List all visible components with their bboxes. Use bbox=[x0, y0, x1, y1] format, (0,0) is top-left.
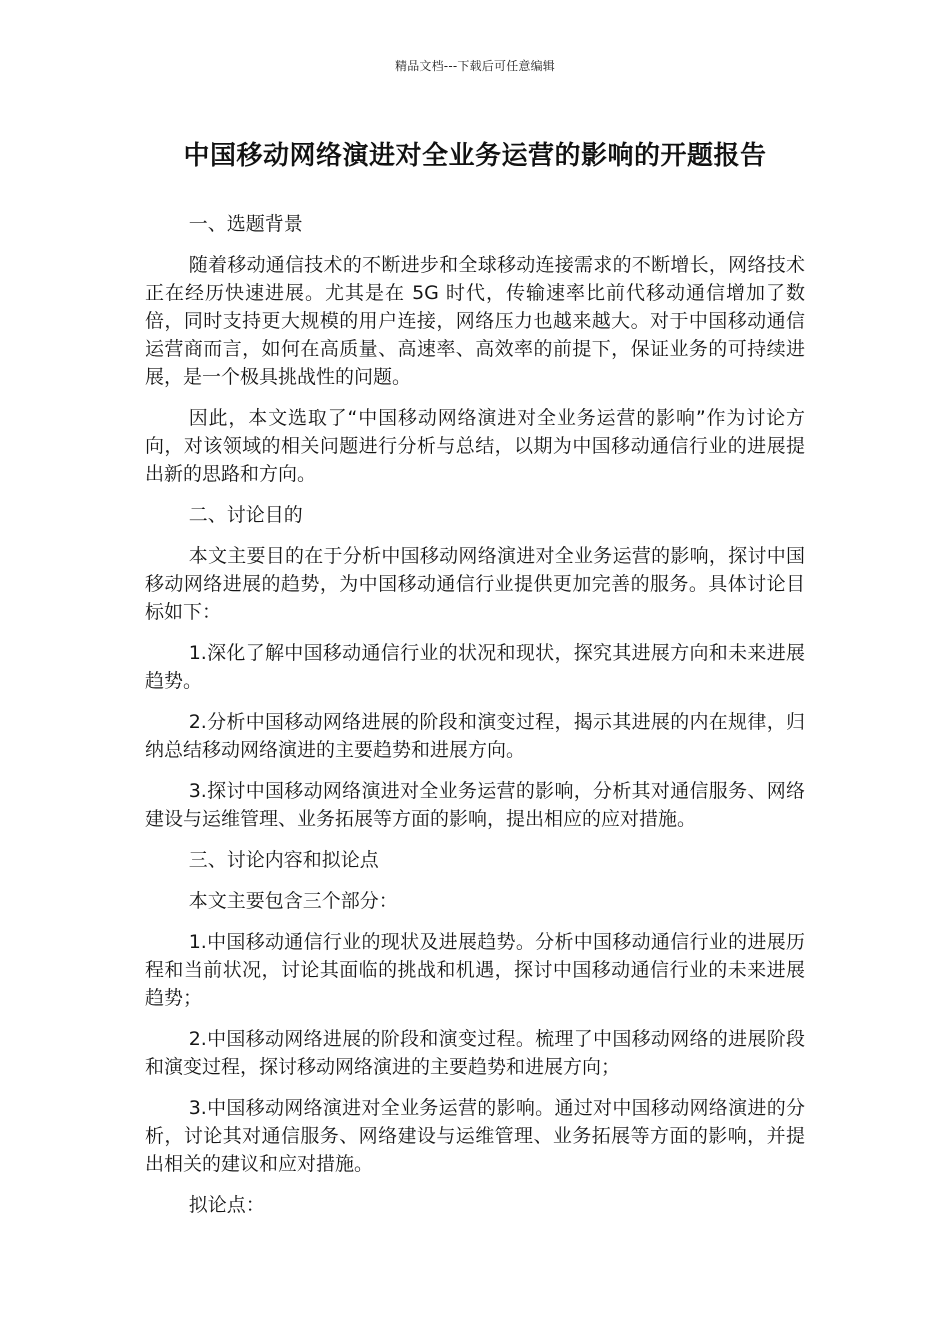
list-item-content-1: 1.中国移动通信行业的现状及进展趋势。分析中国移动通信行业的进展历程和当前状况，讨论其面临的挑战和机遇，探讨中国移动通信行业的未来进展趋势； bbox=[145, 931, 805, 1009]
list-item-purpose-3: 3.探讨中国移动网络演进对全业务运营的影响，分析其对通信服务、网络建设与运维管理、业务拓展等方面的影响，提出相应的应对措施。 bbox=[145, 780, 805, 830]
section-heading-content: 三、讨论内容和拟论点 bbox=[188, 849, 379, 871]
list-item-content-2: 2.中国移动网络进展的阶段和演变过程。梳理了中国移动网络的进展阶段和演变过程，探讨移动网络演进的主要趋势和进展方向； bbox=[145, 1028, 805, 1078]
list-item-content-3: 3.中国移动网络演进对全业务运营的影响。通过对中国移动网络演进的分析，讨论其对通信服务、网络建设与运维管理、业务拓展等方面的影响，并提出相关的建议和应对措施。 bbox=[145, 1097, 805, 1175]
section-heading-background: 一、选题背景 bbox=[188, 213, 303, 235]
arguments-label: 拟论点： bbox=[188, 1194, 265, 1216]
document-title: 中国移动网络演进对全业务运营的影响的开题报告 bbox=[183, 141, 767, 171]
document-body bbox=[145, 210, 805, 1232]
section-heading-purpose: 二、讨论目的 bbox=[188, 504, 303, 526]
paragraph-background-1: 随着移动通信技术的不断进步和全球移动连接需求的不断增长，网络技术正在经历快速进展。尤其是在 5G 时代，传输速率比前代移动通信增加了数倍，同时支持更大规模的用户连接，网络压力也越来越大。对于中国移动通信运营商而言，如何在高质量、高速率、高效率的前提下，保证业务的可持续进展，是一个极具挑战性的问题。 bbox=[145, 254, 805, 388]
paragraph-purpose-intro: 本文主要目的在于分析中国移动网络演进对全业务运营的影响，探讨中国移动网络进展的趋势，为中国移动通信行业提供更加完善的服务。具体讨论目标如下： bbox=[145, 545, 805, 623]
list-item-purpose-2: 2.分析中国移动网络进展的阶段和演变过程，揭示其进展的内在规律，归纳总结移动网络演进的主要趋势和进展方向。 bbox=[145, 711, 805, 761]
header-note: 精品文档---下载后可任意编辑 bbox=[395, 59, 555, 73]
paragraph-background-2: 因此，本文选取了“中国移动网络演进对全业务运营的影响”作为讨论方向，对该领域的相关问题进行分析与总结，以期为中国移动通信行业的进展提出新的思路和方向。 bbox=[145, 407, 805, 485]
paragraph-content-intro: 本文主要包含三个部分： bbox=[188, 890, 398, 912]
list-item-purpose-1: 1.深化了解中国移动通信行业的状况和现状，探究其进展方向和未来进展趋势。 bbox=[145, 642, 805, 692]
